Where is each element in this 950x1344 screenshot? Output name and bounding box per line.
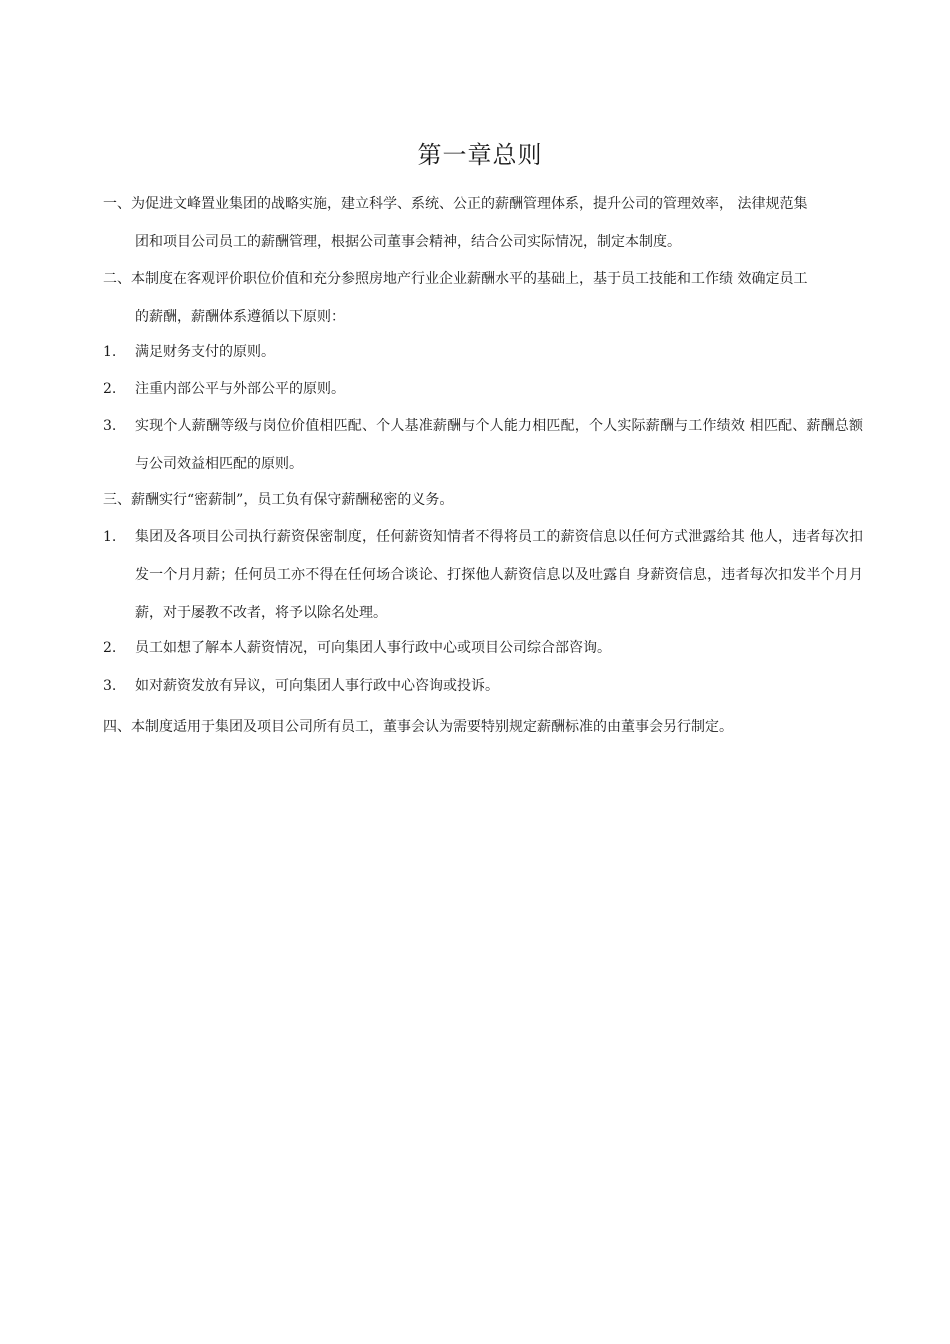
principle-text: 实现个人薪酬等级与岗位价值相匹配、个人基准薪酬与个人能力相匹配，个人实际薪酬与工作绩效 相匹配、薪酬总额与公司效益相匹配的原则。 [135,418,863,472]
section-2-line-1: 二、本制度在客观评价职位价值和充分参照房地产行业企业薪酬水平的基础上，基于员工技能和工作绩 效确定员工 [103,271,808,287]
principle-item-3 [103,407,863,483]
principle-number: 3. [103,418,117,434]
principle-text: 满足财务支付的原则。 [135,344,275,360]
section-4 [103,708,863,746]
confidentiality-number: 2. [103,640,117,656]
section-3 [103,481,863,519]
section-4-line-1: 四、本制度适用于集团及项目公司所有员工，董事会认为需要特别规定薪酬标准的由董事会另行制定。 [103,719,733,735]
chapter-title: 第一章总则 [417,141,543,169]
confidentiality-text: 如对薪资发放有异议，可向集团人事行政中心咨询或投诉。 [135,678,499,694]
principle-item-2 [103,370,863,408]
principle-number: 1. [103,344,117,360]
section-1-line-1: 一、为促进文峰置业集团的战略实施，建立科学、系统、公正的薪酬管理体系，提升公司的管理效率， 法律规范集 [103,196,808,212]
section-1 [103,185,863,261]
confidentiality-item-1 [103,518,863,632]
section-2 [103,260,863,336]
confidentiality-text: 员工如想了解本人薪资情况，可向集团人事行政中心或项目公司综合部咨询。 [135,640,611,656]
principle-item-1 [103,333,863,371]
section-2-line-2: 的薪酬，薪酬体系遵循以下原则： [135,309,345,325]
confidentiality-item-3 [103,667,863,705]
principle-number: 2. [103,381,117,397]
confidentiality-number: 3. [103,678,117,694]
confidentiality-number: 1. [103,529,117,545]
confidentiality-text: 集团及各项目公司执行薪资保密制度，任何薪资知情者不得将员工的薪资信息以任何方式泄露给其 他人，违者每次扣发一个月月薪；任何员工亦不得在任何场合谈论、打探他人薪资信息以及吐露自 身薪资信息，违者每次扣发半个月月薪，对于屡教不改者，将予以除名处理。 [135,529,863,621]
section-3-line-1: 三、薪酬实行“密薪制”，员工负有保守薪酬秘密的义务。 [103,492,454,508]
section-1-line-2: 团和项目公司员工的薪酬管理，根据公司董事会精神，结合公司实际情况，制定本制度。 [135,234,681,250]
principle-text: 注重内部公平与外部公平的原则。 [135,381,345,397]
confidentiality-item-2 [103,629,863,667]
